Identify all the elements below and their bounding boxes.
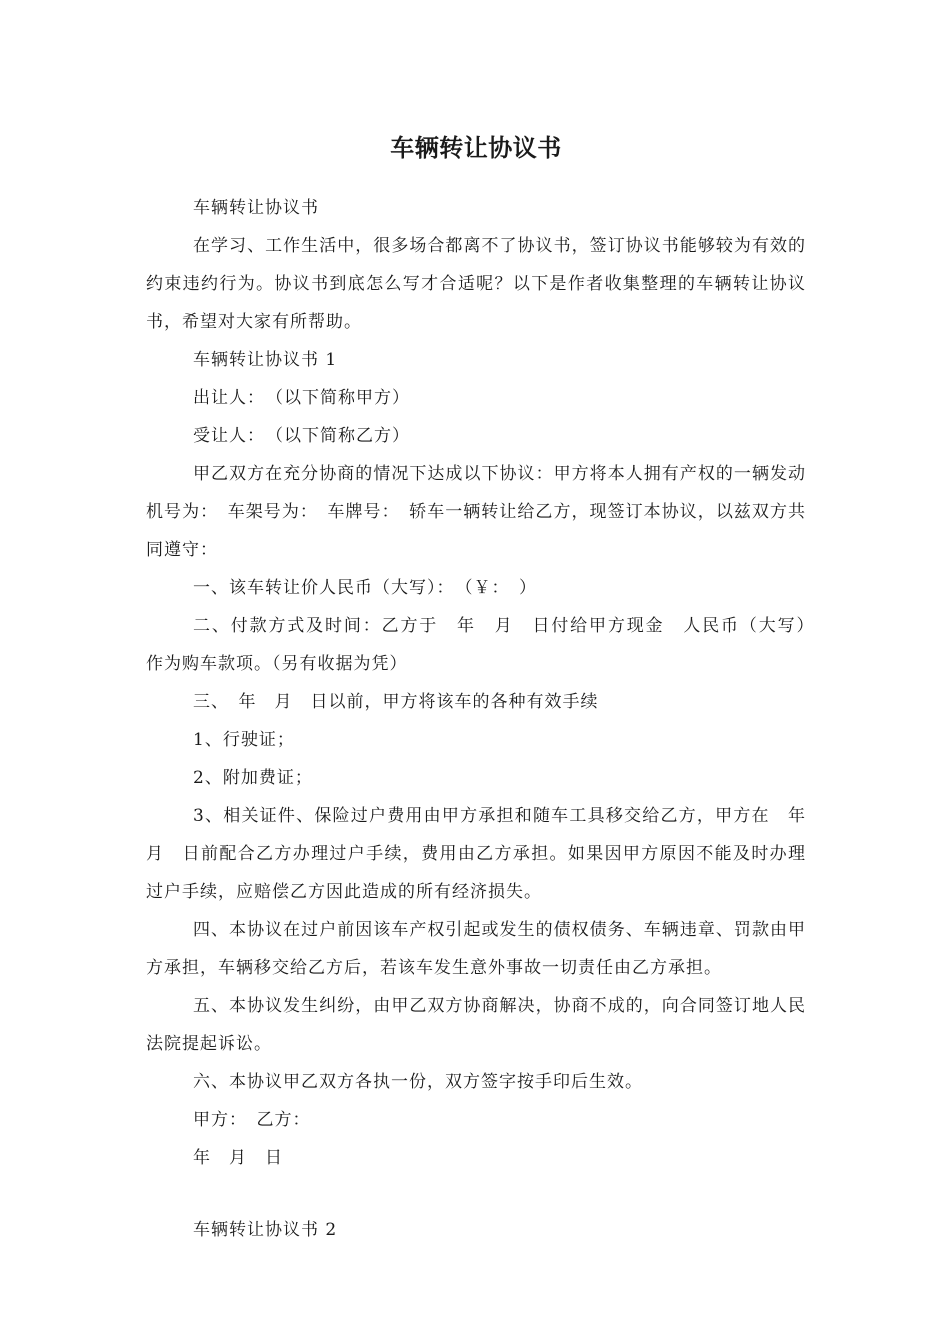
paragraph-intro-heading: 车辆转让协议书 [193, 198, 319, 218]
document-title: 车辆转让协议书 [390, 134, 562, 162]
paragraph-item-2: 2、附加费证； [193, 768, 313, 788]
paragraph-date: 年 月 日 [193, 1148, 283, 1168]
paragraph-intro: 在学习、工作生活中，很多场合都离不了协议书，签订协议书能够较为有效的约束违约行为。协议书到底怎么写才合适呢？以下是作者收集整理的车辆转让协议书，希望对大家有所帮助。 [146, 236, 806, 332]
paragraph-section-1-heading: 车辆转让协议书 1 [193, 350, 338, 370]
paragraph-transferor: 出让人： （以下简称甲方） [193, 388, 410, 408]
paragraph-clause-6: 六、本协议甲乙双方各执一份，双方签字按手印后生效。 [193, 1072, 643, 1092]
paragraph-agreement: 甲乙双方在充分协商的情况下达成以下协议：甲方将本人拥有产权的一辆发动机号为： 车架号为： 车牌号： 轿车一辆转让给乙方，现签订本协议，以兹双方共同遵守： [146, 464, 806, 560]
paragraph-clause-4: 四、本协议在过户前因该车产权引起或发生的债权债务、车辆违章、罚款由甲方承担，车辆移交给乙方后，若该车发生意外事故一切责任由乙方承担。 [146, 920, 806, 978]
paragraph-signatures: 甲方： 乙方： [193, 1110, 311, 1130]
paragraph-clause-2: 二、付款方式及时间：乙方于 年 月 日付给甲方现金 人民币（大写） 作为购车款项。（另有收据为凭） [146, 616, 824, 674]
document-body [146, 189, 824, 1249]
paragraph-clause-5: 五、本协议发生纠纷，由甲乙双方协商解决，协商不成的，向合同签订地人民法院提起诉讼。 [146, 996, 806, 1054]
paragraph-clause-3: 三、 年 月 日以前，甲方将该车的各种有效手续 [193, 692, 599, 712]
paragraph-clause-1: 一、该车转让价人民币（大写）： （￥： ） [193, 578, 537, 598]
paragraph-item-1: 1、行驶证； [193, 730, 295, 750]
paragraph-item-3: 3、相关证件、保险过户费用由甲方承担和随车工具移交给乙方，甲方在 年 月 日前配合乙方办理过户手续，费用由乙方承担。如果因甲方原因不能及时办理过户手续，应赔偿乙方因此造成的所有经济损失。 [146, 806, 824, 902]
paragraph-transferee: 受让人： （以下简称乙方） [193, 426, 410, 446]
paragraph-section-2-heading: 车辆转让协议书 2 [193, 1220, 338, 1240]
